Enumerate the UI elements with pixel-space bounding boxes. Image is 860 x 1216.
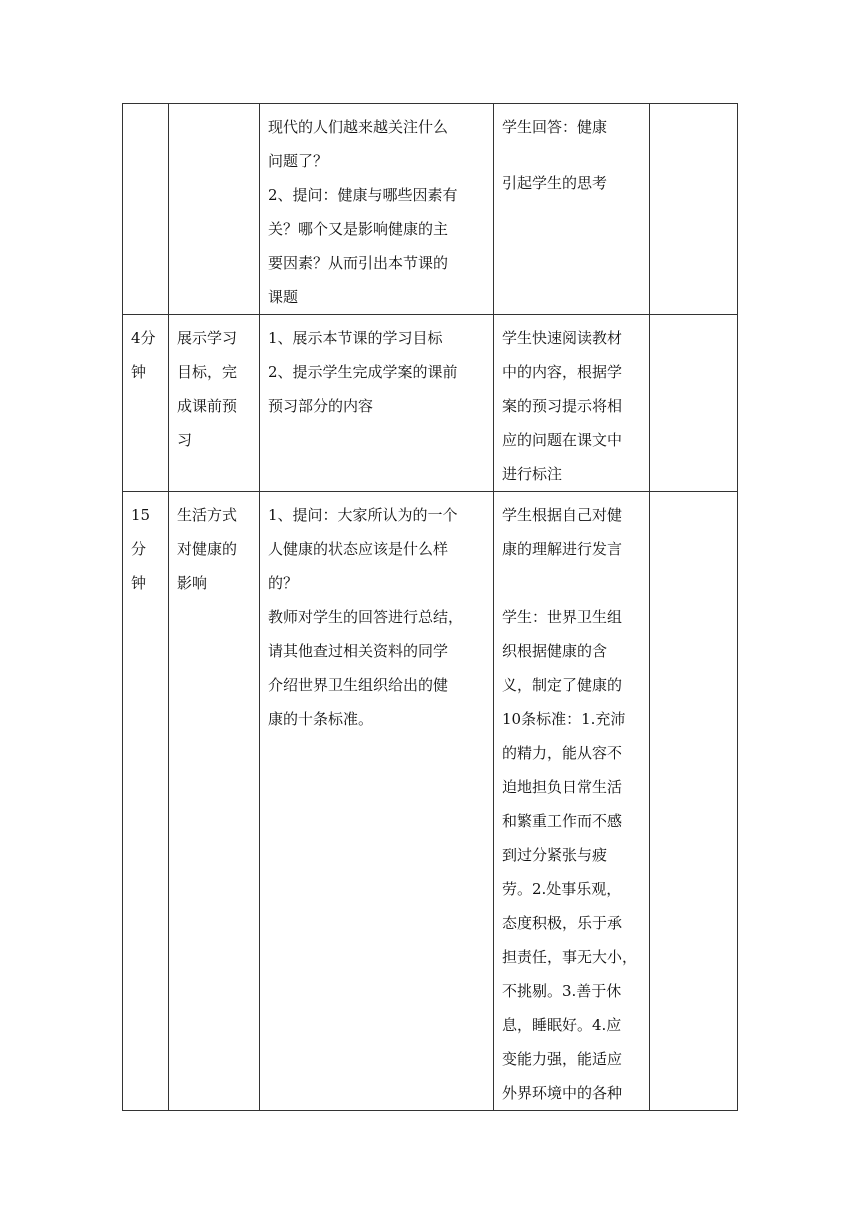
lesson-plan-table bbox=[122, 103, 738, 1111]
note-cell bbox=[650, 104, 738, 315]
activity-cell: 展示学习 目标，完 成课前预 习 bbox=[169, 315, 260, 492]
teacher-activity-cell: 1、展示本节课的学习目标 2、提示学生完成学案的课前 预习部分的内容 bbox=[260, 315, 494, 492]
teacher-activity-cell: 1、提问：大家所认为的一个 人健康的状态应该是什么样 的？ 教师对学生的回答进行总结， 请其他查过相关资料的同学 介绍世界卫生组织给出的健 康的十条标准。 bbox=[260, 492, 494, 1111]
teacher-activity-cell: 现代的人们越来越关注什么 问题了？ 2、提问：健康与哪些因素有 关？哪个又是影响健康的主 要因素？从而引出本节课的 课题 bbox=[260, 104, 494, 315]
time-cell bbox=[123, 104, 169, 315]
activity-cell bbox=[169, 104, 260, 315]
student-activity-cell: 学生快速阅读教材 中的内容，根据学 案的预习提示将相 应的问题在课文中 进行标注 bbox=[494, 315, 650, 492]
activity-cell: 生活方式 对健康的 影响 bbox=[169, 492, 260, 1111]
table-row bbox=[123, 315, 738, 492]
time-cell: 4分 钟 bbox=[123, 315, 169, 492]
time-cell: 15 分 钟 bbox=[123, 492, 169, 1111]
student-activity-cell: 学生回答：健康 引起学生的思考 bbox=[494, 104, 650, 315]
note-cell bbox=[650, 315, 738, 492]
student-activity-cell: 学生根据自己对健 康的理解进行发言 学生：世界卫生组 织根据健康的含 义，制定了健康的 10条标准：1.充沛 的精力，能从容不 迫地担负日常生活 和繁重工作而不感 到过分紧张与疲 劳。2.处事乐观， 态度积极，乐于承 担责任，事无大小， 不挑剔。3.善于休 息，睡眠好。4.应 变能力强，能适应 外界环境中的各种 bbox=[494, 492, 650, 1111]
table-row bbox=[123, 104, 738, 315]
table-row bbox=[123, 492, 738, 1111]
note-cell bbox=[650, 492, 738, 1111]
